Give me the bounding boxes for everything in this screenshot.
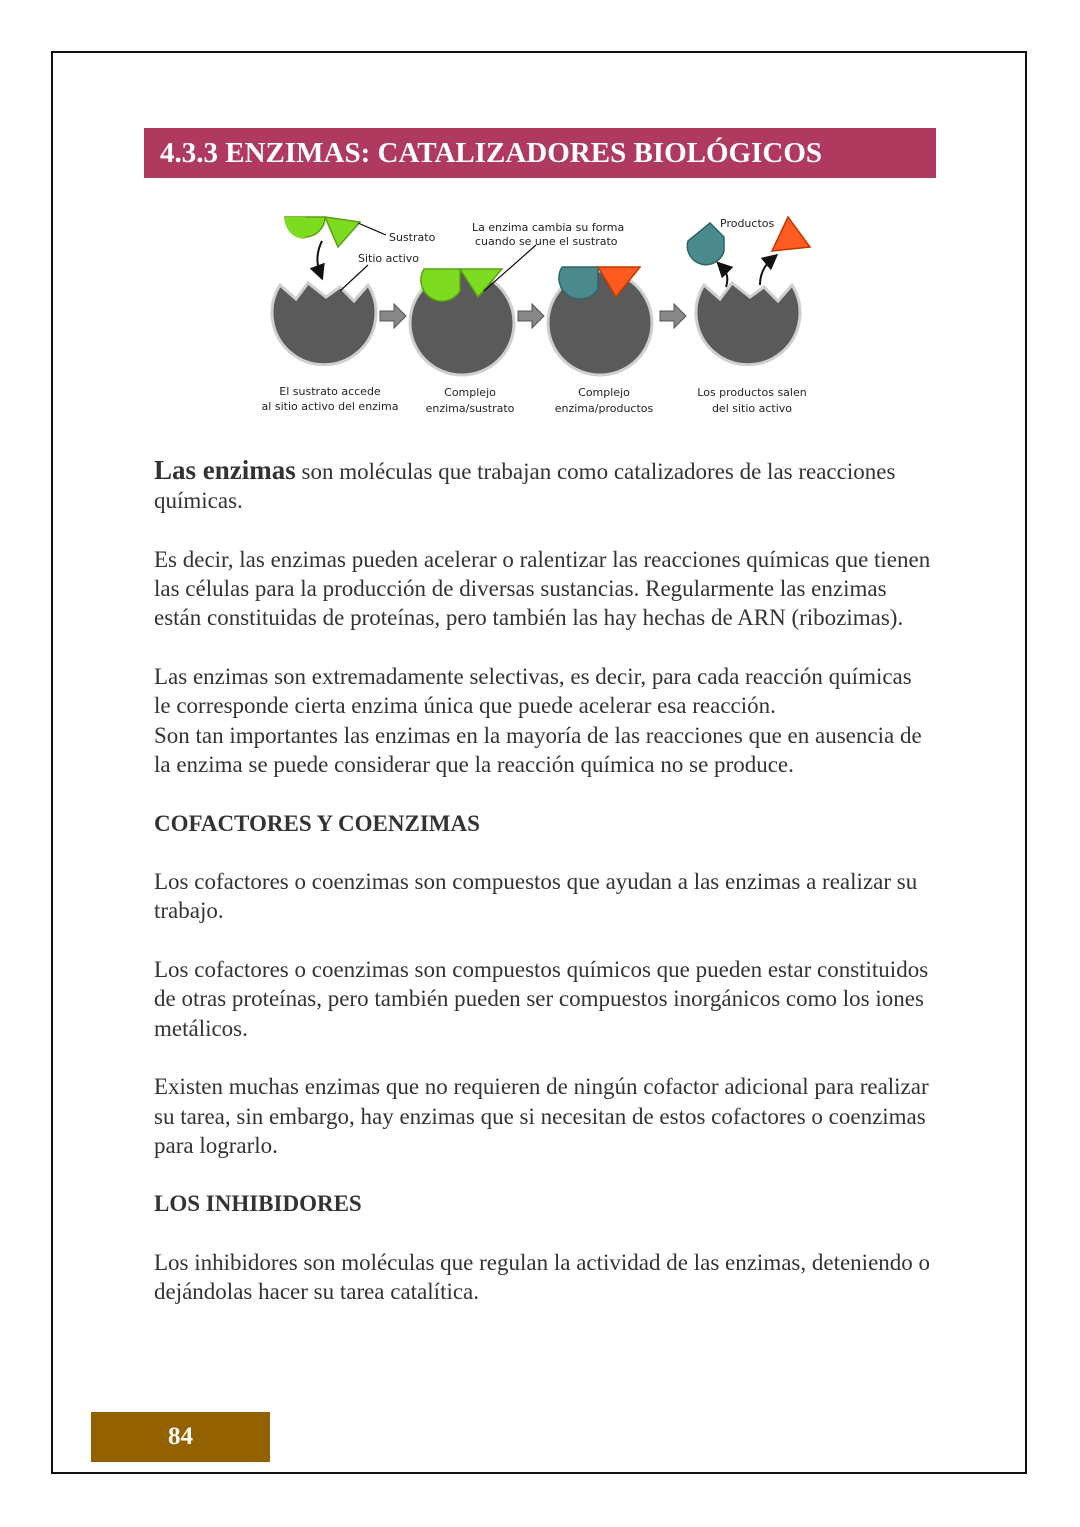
step-arrow [380,304,406,328]
step-arrow [518,304,544,328]
paragraph: Es decir, las enzimas pueden acelerar o ralentizar las reacciones químicas que tienen las células para la producción de diversas sustancias. Regularmente las enzimas están constituidas de proteínas, pero también las hay hechas de ARN (ribozimas). [154,546,931,631]
caption-step3: Complejo [578,386,630,399]
paragraph-intro [154,456,934,516]
heading-cofactores: COFACTORES Y COENZIMAS [154,810,480,836]
caption-step3: enzima/productos [554,402,654,415]
enzyme-1 [272,283,376,365]
product-teal [687,223,724,265]
caption-step4: Los productos salen [697,386,807,399]
lead-term: Las enzimas [154,455,296,485]
pointer-line [340,265,368,291]
pointer-line [358,223,386,235]
arrow-up-right [760,259,772,285]
label-cambia-1: La enzima cambia su forma [472,221,625,234]
product-red [772,217,810,251]
page-number: 84 [91,1412,270,1462]
paragraph: Existen muchas enzimas que no requieren de ningún cofactor adicional para realizar su tarea, sin embargo, hay enzimas que si necesitan de estos cofactores o coenzimas para lograrlo. [154,1074,929,1158]
caption-step1: El sustrato accede [279,385,381,398]
label-productos: Productos [720,217,775,230]
paragraph: Los inhibidores son moléculas que regulan la actividad de las enzimas, deteniendo o dejándolas hacer su tarea catalítica. [154,1250,931,1305]
enzyme-2 [410,269,514,375]
label-sitio-activo: Sitio activo [358,252,420,265]
pointer-line [484,245,536,291]
label-cambia-2: cuando se une el sustrato [475,235,618,248]
paragraph: Los cofactores o coenzimas son compuestos químicos que pueden estar constituidos de otras proteínas, pero también pueden ser compuestos inorgánicos como los iones metálicos. [154,957,929,1041]
caption-step2: enzima/sustrato [425,402,515,415]
caption-step2: Complejo [444,386,496,399]
enzyme-4 [696,283,800,365]
body-text [154,456,934,1336]
paragraph: Las enzimas son extremadamente selectivas, es decir, para cada reacción químicas le corresponde cierta enzima única que puede acelerar esa reacción. [154,664,912,719]
enzyme-diagram [250,205,830,425]
caption-step4: del sitio activo [711,402,793,415]
caption-step1: al sitio activo del enzima [261,400,399,413]
label-sustrato: Sustrato [389,231,436,244]
substrate-free [285,217,360,247]
heading-inhibidores: LOS INHIBIDORES [154,1191,362,1217]
section-title: 4.3.3 ENZIMAS: CATALIZADORES BIOLÓGICOS [144,128,936,178]
arrow-up-left [722,267,727,287]
intro-text: son moléculas que trabajan como catalizadores de las reacciones químicas. [154,459,896,514]
arrow-down [317,241,322,273]
enzyme-3 [548,267,652,375]
paragraph: Los cofactores o coenzimas son compuestos que ayudan a las enzimas a realizar su trabajo. [154,869,918,924]
step-arrow [660,304,686,328]
paragraph: Son tan importantes las enzimas en la mayoría de las reacciones que en ausencia de la enzima se puede considerar que la reacción química no se produce. [154,722,922,777]
